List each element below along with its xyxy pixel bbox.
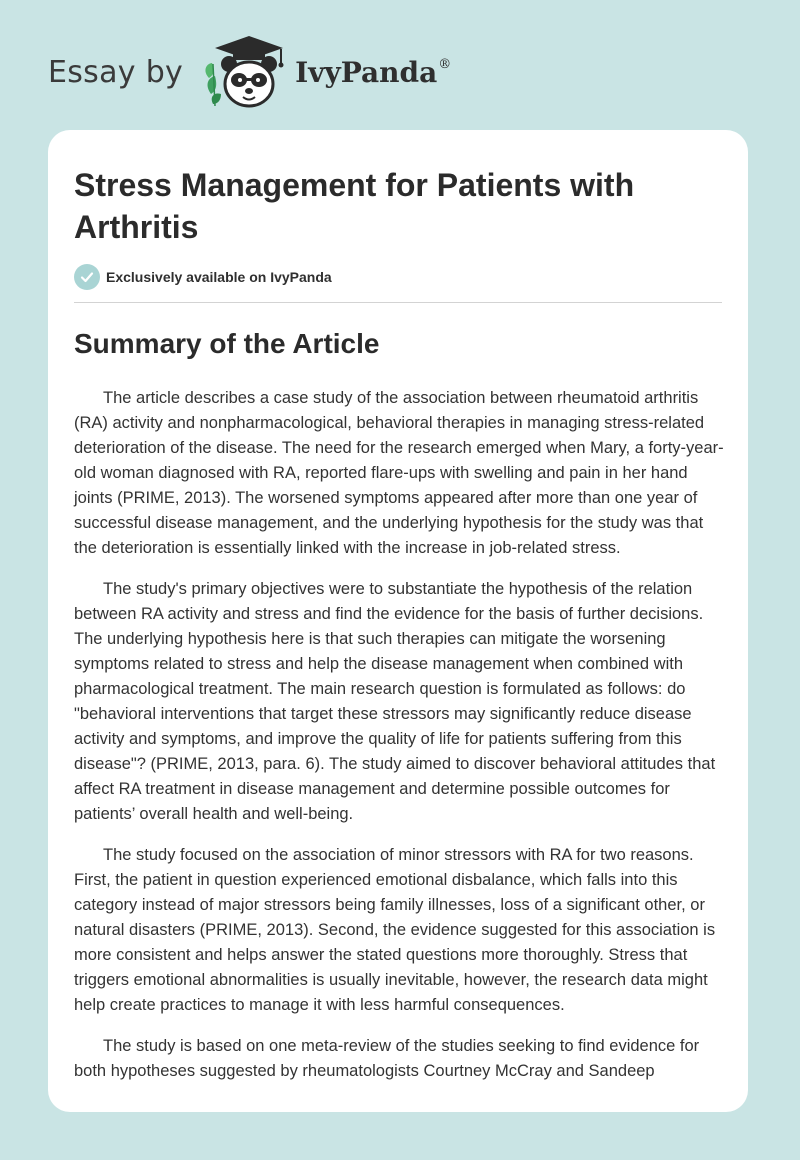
badge-label: Exclusively available on IvyPanda [106,269,332,285]
paragraph: The study is based on one meta-review of the studies seeking to find evidence for both hypotheses suggested by rheumatologists Courtney McCray and Sandeep [74,1037,700,1080]
panda-logo-icon[interactable] [197,34,289,110]
essay-by-label: Essay by [48,54,184,90]
site-header [48,34,451,110]
exclusive-badge [74,264,332,290]
check-icon [74,264,100,290]
article-body [74,386,724,1100]
section-heading: Summary of the Article [74,328,380,359]
brand-name[interactable] [295,56,451,89]
paragraph: The study's primary objectives were to substantiate the hypothesis of the relation between RA activity and stress and find the evidence for the basis of further decisions. The underlying hypothesis here is that such therapies can mitigate the worsening symptoms related to stress and help the disease management when combined with pharmacological treatment. The main research question is formulated as follows: do "behavioral interventions that target these stressors may significantly reduce disease activity and symptoms, and improve the quality of life for patients suffering from this disease"? (PRIME, 2013, para. 6). The study aimed to discover behavioral attitudes that affect RA treatment in disease management and determine possible outcomes for patients’ overall health and well-being. [74,580,716,823]
divider [74,302,722,303]
registered-mark: ® [438,56,452,72]
paragraph: The study focused on the association of minor stressors with RA for two reasons. First, the patient in question experienced emotional disbalance, which falls into this category instead of major stressors being family illnesses, loss of a significant other, or natural disasters (PRIME, 2013). Second, the evidence suggested for this association is more consistent and helps answer the stated questions more thoroughly. Stress that triggers emotional abnormalities is usually inevitable, however, the research data might help create practices to manage it with less harmful consequences. [74,846,716,1014]
paragraph: The article describes a case study of the association between rheumatoid arthritis (RA) activity and nonpharmacological, behavioral therapies in managing stress-related deterioration of the disease. The need for the research emerged when Mary, a forty-year-old woman diagnosed with RA, reported flare-ups with swelling and pain in her hand joints (PRIME, 2013). The worsened symptoms appeared after more than one year of successful disease management, and the underlying hypothesis for the study was that the deterioration is essentially linked with the increase in job-related stress. [74,389,724,557]
brand-name-text: IvyPanda [295,55,438,89]
page-title: Stress Management for Patients with Arthritis [74,167,635,245]
essay-card [48,130,748,1112]
